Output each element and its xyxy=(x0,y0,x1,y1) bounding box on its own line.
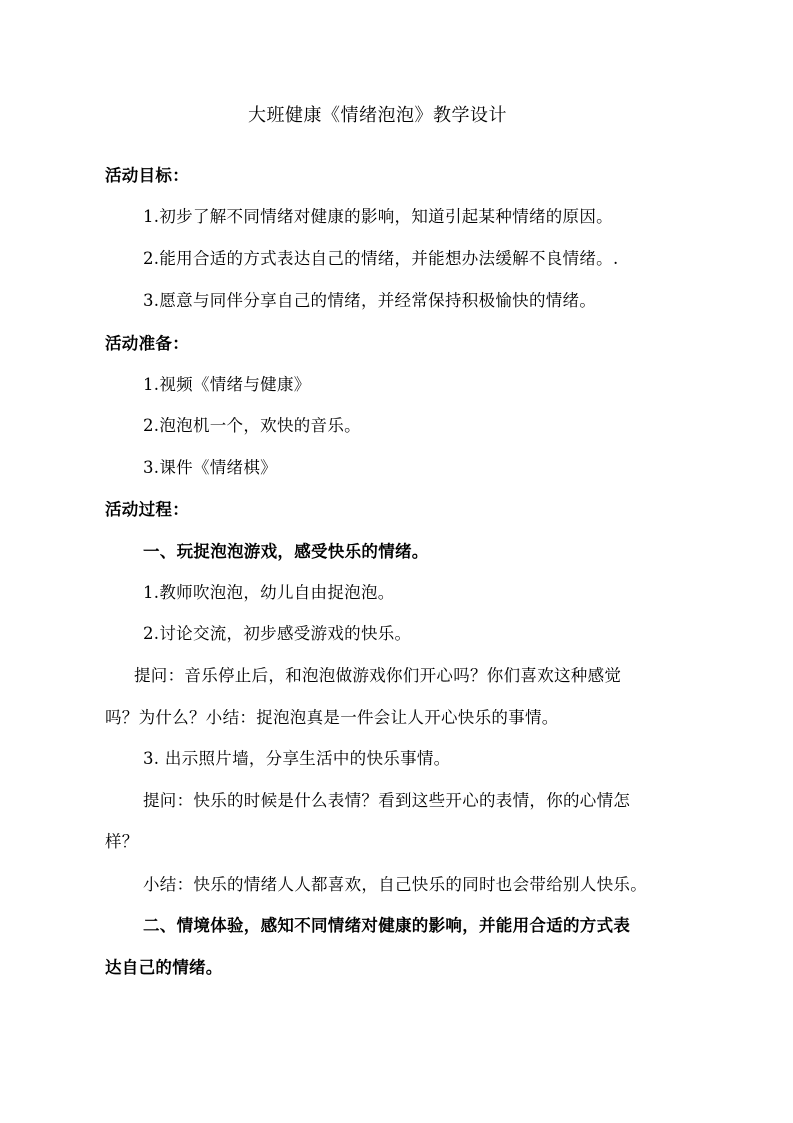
goals-heading: 活动目标： xyxy=(105,166,189,185)
process-question-2-line-2: 样？ xyxy=(105,832,139,851)
process-question-1-line-1: 提问：音乐停止后，和泡泡做游戏你们开心吗？你们喜欢这种感觉 xyxy=(134,666,622,685)
process-question-1-line-2: 吗？为什么？小结：捉泡泡真是一件会让人开心快乐的事情。 xyxy=(105,708,559,727)
preparation-item-3: 3.课件《情绪棋》 xyxy=(143,458,277,477)
preparation-heading: 活动准备： xyxy=(105,334,189,353)
process-step-3: 3. 出示照片墙，分享生活中的快乐事情。 xyxy=(143,749,451,768)
process-summary: 小结：快乐的情绪人人都喜欢，自己快乐的同时也会带给别人快乐。 xyxy=(143,875,647,894)
process-heading: 活动过程： xyxy=(105,500,189,519)
process-step-1: 1.教师吹泡泡，幼儿自由捉泡泡。 xyxy=(143,583,395,602)
process-part2-heading-line-1: 二、情境体验，感知不同情绪对健康的影响，并能用合适的方式表 xyxy=(143,916,631,935)
process-question-2-line-1: 提问：快乐的时候是什么表情？看到这些开心的表情，你的心情怎 xyxy=(143,791,631,810)
process-part1-heading: 一、玩捉泡泡游戏，感受快乐的情绪。 xyxy=(143,542,429,561)
document-title: 大班健康《情绪泡泡》教学设计 xyxy=(248,105,507,126)
goal-item-2: 2.能用合适的方式表达自己的情绪，并能想办法缓解不良情绪。. xyxy=(143,249,619,268)
process-part2-heading-line-2: 达自己的情绪。 xyxy=(105,958,223,977)
preparation-item-2: 2.泡泡机一个，欢快的音乐。 xyxy=(143,416,361,435)
process-step-2: 2.讨论交流，初步感受游戏的快乐。 xyxy=(143,624,412,643)
goal-item-1: 1.初步了解不同情绪对健康的影响，知道引起某种情绪的原因。 xyxy=(143,207,613,226)
goal-item-3: 3.愿意与同伴分享自己的情绪，并经常保持积极愉快的情绪。 xyxy=(143,291,597,310)
preparation-item-1: 1.视频《情绪与健康》 xyxy=(143,375,311,394)
